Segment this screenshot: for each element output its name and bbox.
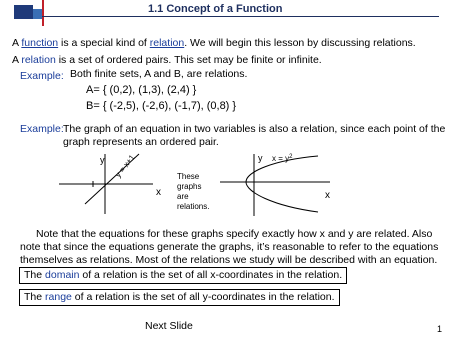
graph1-equation: y = x+1 (113, 153, 137, 180)
paragraph-line: themselves as relations. Most of the relations we study will be described with an equation. (20, 254, 438, 266)
function-link[interactable]: function (21, 37, 59, 49)
example1-text: Both finite sets, A and B, are relations. (70, 68, 248, 80)
intro-prefix: A (12, 37, 22, 49)
domain-suffix: of a relation is the set of all x-coordinates in the relation. (79, 269, 343, 281)
intro-middle: is a special kind of (58, 37, 150, 49)
graphs-note-line: are (177, 192, 189, 201)
graphs-note (177, 172, 209, 212)
graphs-note-line: graphs (177, 182, 202, 191)
example2-line2: graph represents an ordered pair. (63, 136, 219, 148)
example2-line1: The graph of an equation in two variables is also a relation, since each point of the (63, 123, 446, 135)
graph-parabola (218, 150, 333, 218)
relation-definition (12, 54, 322, 66)
range-prefix: The (24, 291, 46, 303)
graphs-note-line: These (177, 172, 200, 181)
logo-block-dark (14, 5, 33, 19)
graph2-equation-exponent: 2 (289, 154, 293, 160)
graphs-note-line: relations. (177, 202, 210, 211)
example2-label: Example: (20, 123, 64, 135)
range-definition-box (19, 289, 340, 306)
relation-term: relation (21, 54, 56, 66)
title-divider (42, 16, 439, 17)
next-slide-link[interactable]: Next Slide (145, 320, 193, 332)
set-a: A= { (0,2), (1,3), (2,4) } (86, 84, 197, 96)
domain-prefix: The (24, 269, 46, 281)
range-suffix: of a relation is the set of all y-coordinates in the relation. (71, 291, 335, 303)
graph2-x-label: x (325, 190, 330, 201)
paragraph-line: note that since the equations generate the graphs, it’s reasonable to refer to the equations (20, 241, 439, 253)
page-number: 1 (437, 324, 443, 334)
graph1-x-label: x (156, 187, 161, 198)
graph2-y-label: y (258, 153, 263, 163)
graph1-y-label: y (100, 155, 105, 165)
graph2-curve (246, 156, 318, 212)
domain-term: domain (45, 269, 80, 281)
range-term: range (45, 291, 72, 303)
intro-suffix: . We will begin this lesson by discussing relations. (184, 37, 416, 49)
relation-link[interactable]: relation (149, 37, 185, 49)
graph-linear (55, 148, 175, 218)
paragraph-line: Note that the equations for these graphs specify exactly how x and y are related. Also (36, 228, 433, 240)
intro-line (12, 37, 416, 49)
graph2-equation-base: x = y (272, 154, 290, 163)
example1-label: Example: (20, 70, 64, 82)
set-b: B= { (-2,5), (-2,6), (-1,7), (0,8) } (86, 100, 237, 112)
logo-red-line (42, 0, 44, 26)
definition-suffix: is a set of ordered pairs. This set may be finite or infinite. (55, 54, 322, 66)
page-title: 1.1 Concept of a Function (148, 3, 283, 15)
domain-definition-box (19, 267, 347, 284)
graph2-equation (272, 154, 293, 163)
definition-prefix: A (12, 54, 22, 66)
